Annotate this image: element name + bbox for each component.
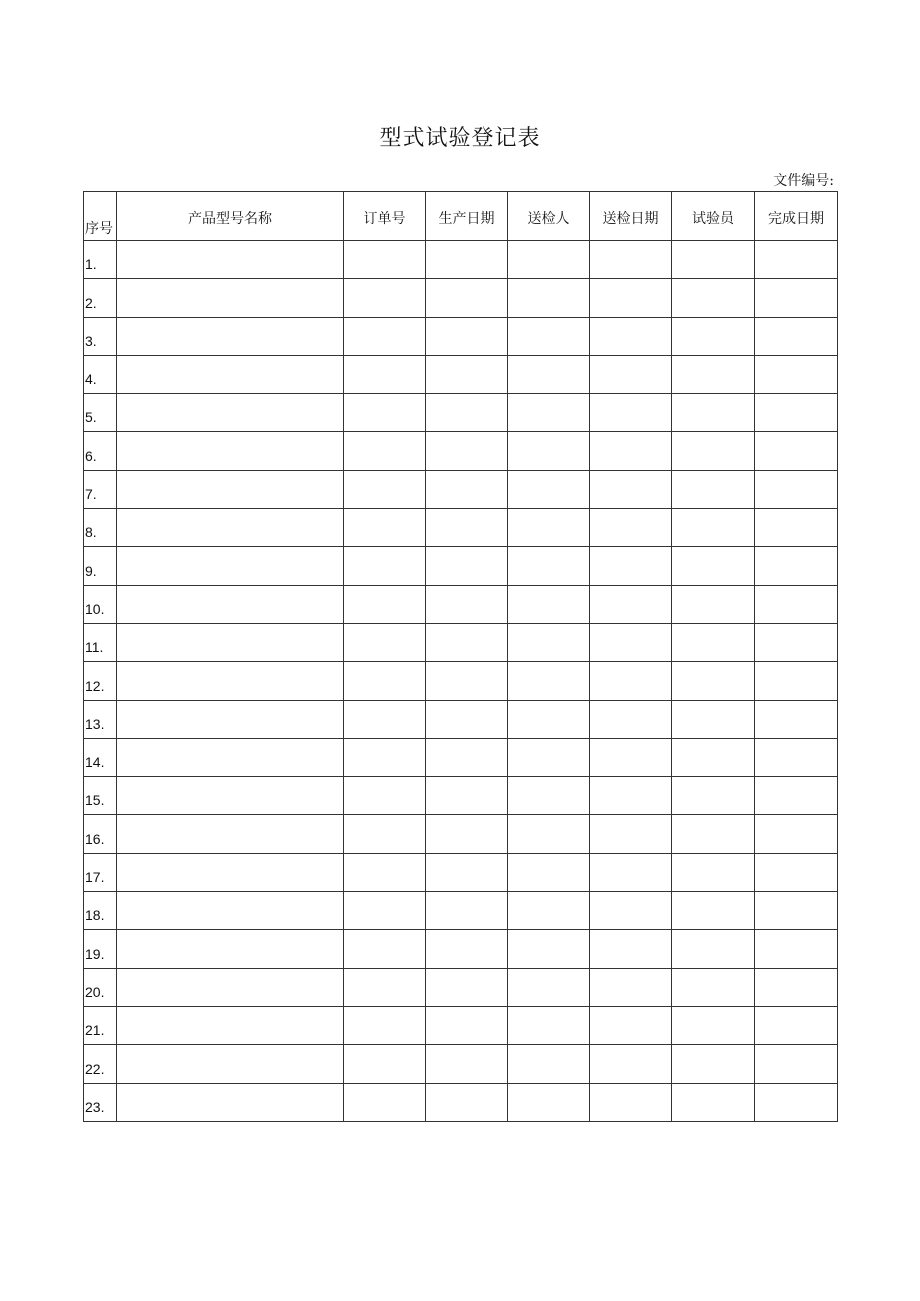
cell-product-model-name[interactable]: [117, 585, 344, 623]
table-row: [84, 279, 838, 317]
table-row: [84, 547, 838, 585]
cell-submit-date[interactable]: [590, 853, 672, 891]
cell-submitter[interactable]: [508, 241, 590, 279]
cell-production-date[interactable]: [426, 241, 508, 279]
cell-production-date[interactable]: [426, 853, 508, 891]
cell-completion-date[interactable]: [755, 662, 838, 700]
cell-product-model-name[interactable]: [117, 509, 344, 547]
cell-product-model-name[interactable]: [117, 1006, 344, 1044]
row-seq-number: 16.: [84, 815, 117, 853]
cell-production-date[interactable]: [426, 815, 508, 853]
table-row: [84, 930, 838, 968]
cell-order-number[interactable]: [344, 470, 426, 508]
cell-production-date[interactable]: [426, 1083, 508, 1121]
cell-completion-date[interactable]: [755, 930, 838, 968]
cell-submit-date[interactable]: [590, 241, 672, 279]
cell-order-number[interactable]: [344, 509, 426, 547]
cell-production-date[interactable]: [426, 930, 508, 968]
table-row: [84, 509, 838, 547]
cell-tester[interactable]: [672, 700, 755, 738]
cell-product-model-name[interactable]: [117, 892, 344, 930]
cell-submitter[interactable]: [508, 700, 590, 738]
cell-product-model-name[interactable]: [117, 815, 344, 853]
header-production-date: 生产日期: [426, 192, 508, 241]
cell-tester[interactable]: [672, 241, 755, 279]
cell-submit-date[interactable]: [590, 1045, 672, 1083]
cell-tester[interactable]: [672, 509, 755, 547]
table-row: [84, 470, 838, 508]
cell-submit-date[interactable]: [590, 892, 672, 930]
cell-submitter[interactable]: [508, 853, 590, 891]
cell-submitter[interactable]: [508, 317, 590, 355]
table-row: [84, 432, 838, 470]
cell-order-number[interactable]: [344, 1083, 426, 1121]
cell-production-date[interactable]: [426, 547, 508, 585]
cell-submit-date[interactable]: [590, 432, 672, 470]
cell-submit-date[interactable]: [590, 968, 672, 1006]
cell-product-model-name[interactable]: [117, 432, 344, 470]
cell-completion-date[interactable]: [755, 547, 838, 585]
cell-tester[interactable]: [672, 585, 755, 623]
cell-submit-date[interactable]: [590, 470, 672, 508]
row-seq-number: 11.: [84, 623, 117, 661]
row-seq-number: 22.: [84, 1045, 117, 1083]
cell-order-number[interactable]: [344, 1045, 426, 1083]
cell-tester[interactable]: [672, 547, 755, 585]
cell-submit-date[interactable]: [590, 509, 672, 547]
cell-completion-date[interactable]: [755, 777, 838, 815]
cell-order-number[interactable]: [344, 968, 426, 1006]
row-seq-number: 20.: [84, 968, 117, 1006]
cell-completion-date[interactable]: [755, 623, 838, 661]
cell-submitter[interactable]: [508, 777, 590, 815]
cell-order-number[interactable]: [344, 432, 426, 470]
cell-completion-date[interactable]: [755, 432, 838, 470]
cell-tester[interactable]: [672, 317, 755, 355]
table-row: [84, 968, 838, 1006]
row-seq-number: 21.: [84, 1006, 117, 1044]
cell-order-number[interactable]: [344, 1006, 426, 1044]
row-seq-number: 5.: [84, 394, 117, 432]
cell-order-number[interactable]: [344, 317, 426, 355]
cell-submitter[interactable]: [508, 355, 590, 393]
cell-completion-date[interactable]: [755, 585, 838, 623]
cell-production-date[interactable]: [426, 470, 508, 508]
table-row: [84, 777, 838, 815]
cell-production-date[interactable]: [426, 394, 508, 432]
cell-tester[interactable]: [672, 968, 755, 1006]
cell-product-model-name[interactable]: [117, 1045, 344, 1083]
cell-product-model-name[interactable]: [117, 470, 344, 508]
cell-submit-date[interactable]: [590, 623, 672, 661]
table-row: [84, 1006, 838, 1044]
document-number-label: 文件编号:: [773, 173, 834, 189]
cell-order-number[interactable]: [344, 279, 426, 317]
table-row: [84, 892, 838, 930]
cell-tester[interactable]: [672, 394, 755, 432]
row-seq-number: 17.: [84, 853, 117, 891]
cell-submitter[interactable]: [508, 968, 590, 1006]
cell-order-number[interactable]: [344, 815, 426, 853]
table-row: [84, 853, 838, 891]
cell-production-date[interactable]: [426, 1045, 508, 1083]
cell-submitter[interactable]: [508, 279, 590, 317]
cell-product-model-name[interactable]: [117, 930, 344, 968]
cell-submit-date[interactable]: [590, 279, 672, 317]
cell-production-date[interactable]: [426, 355, 508, 393]
cell-production-date[interactable]: [426, 585, 508, 623]
page-title: 型式试验登记表: [379, 126, 541, 151]
cell-submitter[interactable]: [508, 892, 590, 930]
cell-submitter[interactable]: [508, 1083, 590, 1121]
row-seq-number: 18.: [84, 892, 117, 930]
row-seq-number: 12.: [84, 662, 117, 700]
cell-submitter[interactable]: [508, 432, 590, 470]
cell-submit-date[interactable]: [590, 355, 672, 393]
cell-completion-date[interactable]: [755, 241, 838, 279]
cell-submitter[interactable]: [508, 470, 590, 508]
test-register-table: [83, 191, 838, 1122]
cell-order-number[interactable]: [344, 394, 426, 432]
cell-submit-date[interactable]: [590, 317, 672, 355]
cell-product-model-name[interactable]: [117, 317, 344, 355]
cell-order-number[interactable]: [344, 700, 426, 738]
cell-production-date[interactable]: [426, 892, 508, 930]
row-seq-number: 8.: [84, 509, 117, 547]
row-seq-number: 1.: [84, 241, 117, 279]
cell-tester[interactable]: [672, 892, 755, 930]
cell-order-number[interactable]: [344, 930, 426, 968]
cell-production-date[interactable]: [426, 279, 508, 317]
cell-tester[interactable]: [672, 432, 755, 470]
header-completion-date: 完成日期: [755, 192, 838, 241]
cell-tester[interactable]: [672, 662, 755, 700]
cell-production-date[interactable]: [426, 662, 508, 700]
cell-completion-date[interactable]: [755, 470, 838, 508]
cell-submitter[interactable]: [508, 509, 590, 547]
cell-order-number[interactable]: [344, 853, 426, 891]
cell-tester[interactable]: [672, 777, 755, 815]
cell-tester[interactable]: [672, 815, 755, 853]
cell-order-number[interactable]: [344, 738, 426, 776]
cell-submitter[interactable]: [508, 662, 590, 700]
cell-submitter[interactable]: [508, 930, 590, 968]
cell-order-number[interactable]: [344, 355, 426, 393]
cell-submit-date[interactable]: [590, 815, 672, 853]
table-row: [84, 1045, 838, 1083]
cell-production-date[interactable]: [426, 1006, 508, 1044]
cell-tester[interactable]: [672, 853, 755, 891]
cell-product-model-name[interactable]: [117, 241, 344, 279]
cell-completion-date[interactable]: [755, 394, 838, 432]
cell-product-model-name[interactable]: [117, 394, 344, 432]
cell-tester[interactable]: [672, 470, 755, 508]
cell-submit-date[interactable]: [590, 585, 672, 623]
cell-order-number[interactable]: [344, 623, 426, 661]
row-seq-number: 7.: [84, 470, 117, 508]
row-seq-number: 2.: [84, 279, 117, 317]
cell-production-date[interactable]: [426, 777, 508, 815]
cell-product-model-name[interactable]: [117, 968, 344, 1006]
cell-tester[interactable]: [672, 738, 755, 776]
cell-tester[interactable]: [672, 623, 755, 661]
cell-submitter[interactable]: [508, 585, 590, 623]
cell-completion-date[interactable]: [755, 738, 838, 776]
cell-completion-date[interactable]: [755, 815, 838, 853]
cell-submit-date[interactable]: [590, 738, 672, 776]
cell-completion-date[interactable]: [755, 509, 838, 547]
cell-submitter[interactable]: [508, 394, 590, 432]
header-tester: 试验员: [672, 192, 755, 241]
cell-submitter[interactable]: [508, 738, 590, 776]
cell-product-model-name[interactable]: [117, 623, 344, 661]
cell-submit-date[interactable]: [590, 700, 672, 738]
cell-production-date[interactable]: [426, 968, 508, 1006]
cell-order-number[interactable]: [344, 585, 426, 623]
cell-order-number[interactable]: [344, 241, 426, 279]
cell-submit-date[interactable]: [590, 394, 672, 432]
cell-product-model-name[interactable]: [117, 777, 344, 815]
table-row: [84, 662, 838, 700]
cell-tester[interactable]: [672, 1083, 755, 1121]
cell-submit-date[interactable]: [590, 1006, 672, 1044]
cell-production-date[interactable]: [426, 317, 508, 355]
cell-completion-date[interactable]: [755, 355, 838, 393]
cell-completion-date[interactable]: [755, 1006, 838, 1044]
cell-tester[interactable]: [672, 1006, 755, 1044]
cell-product-model-name[interactable]: [117, 738, 344, 776]
table-row: [84, 738, 838, 776]
row-seq-number: 14.: [84, 738, 117, 776]
cell-tester[interactable]: [672, 355, 755, 393]
row-seq-number: 4.: [84, 355, 117, 393]
cell-tester[interactable]: [672, 930, 755, 968]
cell-submitter[interactable]: [508, 1006, 590, 1044]
table-row: [84, 394, 838, 432]
cell-production-date[interactable]: [426, 700, 508, 738]
header-submitter: 送检人: [508, 192, 590, 241]
cell-production-date[interactable]: [426, 509, 508, 547]
table-row: [84, 241, 838, 279]
row-seq-number: 23.: [84, 1083, 117, 1121]
cell-completion-date[interactable]: [755, 700, 838, 738]
cell-completion-date[interactable]: [755, 853, 838, 891]
cell-submitter[interactable]: [508, 547, 590, 585]
cell-product-model-name[interactable]: [117, 355, 344, 393]
table-row: [84, 623, 838, 661]
header-row: [84, 192, 838, 241]
header-order-number: 订单号: [344, 192, 426, 241]
cell-product-model-name[interactable]: [117, 853, 344, 891]
cell-order-number[interactable]: [344, 662, 426, 700]
table-row: [84, 1083, 838, 1121]
table-row: [84, 317, 838, 355]
row-seq-number: 6.: [84, 432, 117, 470]
table-row: [84, 585, 838, 623]
row-seq-number: 10.: [84, 585, 117, 623]
cell-completion-date[interactable]: [755, 968, 838, 1006]
row-seq-number: 13.: [84, 700, 117, 738]
cell-order-number[interactable]: [344, 892, 426, 930]
table-row: [84, 815, 838, 853]
table-body: [84, 241, 838, 1122]
cell-product-model-name[interactable]: [117, 279, 344, 317]
cell-product-model-name[interactable]: [117, 547, 344, 585]
cell-production-date[interactable]: [426, 432, 508, 470]
cell-order-number[interactable]: [344, 777, 426, 815]
table-row: [84, 355, 838, 393]
cell-submit-date[interactable]: [590, 777, 672, 815]
cell-completion-date[interactable]: [755, 279, 838, 317]
cell-tester[interactable]: [672, 279, 755, 317]
table-row: [84, 700, 838, 738]
cell-submit-date[interactable]: [590, 930, 672, 968]
row-seq-number: 15.: [84, 777, 117, 815]
header-seq: 序号: [84, 192, 117, 241]
cell-product-model-name[interactable]: [117, 1083, 344, 1121]
cell-submitter[interactable]: [508, 1045, 590, 1083]
cell-completion-date[interactable]: [755, 1083, 838, 1121]
cell-production-date[interactable]: [426, 623, 508, 661]
cell-completion-date[interactable]: [755, 1045, 838, 1083]
header-product-model-name: 产品型号名称: [117, 192, 344, 241]
row-seq-number: 3.: [84, 317, 117, 355]
cell-submitter[interactable]: [508, 815, 590, 853]
cell-completion-date[interactable]: [755, 892, 838, 930]
cell-submit-date[interactable]: [590, 547, 672, 585]
cell-submit-date[interactable]: [590, 1083, 672, 1121]
cell-product-model-name[interactable]: [117, 700, 344, 738]
header-submit-date: 送检日期: [590, 192, 672, 241]
cell-submit-date[interactable]: [590, 662, 672, 700]
cell-production-date[interactable]: [426, 738, 508, 776]
cell-product-model-name[interactable]: [117, 662, 344, 700]
cell-submitter[interactable]: [508, 623, 590, 661]
cell-order-number[interactable]: [344, 547, 426, 585]
row-seq-number: 19.: [84, 930, 117, 968]
cell-completion-date[interactable]: [755, 317, 838, 355]
cell-tester[interactable]: [672, 1045, 755, 1083]
row-seq-number: 9.: [84, 547, 117, 585]
